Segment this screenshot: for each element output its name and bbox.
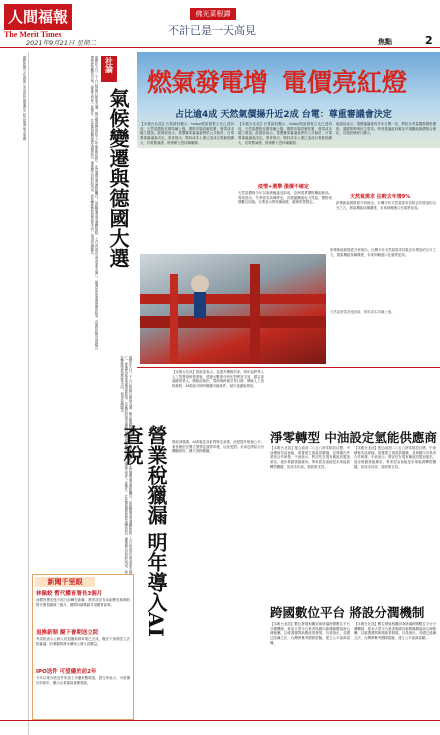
news-item2-title: 退換新制 擬下會期送立院: [36, 630, 99, 636]
masthead-english: The Merit Times: [4, 30, 62, 39]
power-plant-photo: [140, 254, 326, 364]
main-story-col3: 能源局表示，電價審議會每半年召開一次，將綜合考量國際燃料價格、通膨情勢與民生需求。學者建議政府應及早規劃能源價格合理化，以免財務缺口擴大。: [336, 122, 436, 136]
net-zero-body-2: 【本報台北訊】配合政府二○五○淨零排放目標，中油積極布局氫能，規畫建立氫氣供應鏈，並與國內外業者合作研發。中油表示，將評估在現有廠區設置加氫站，逐步推動氫能應用。專家認為氫能是未來能源轉型關鍵，但成本仍高，需政策支持。: [354, 446, 436, 469]
headline-subhead: 占比逾4成 天然氣價揚升近2成 台電：尊重審議會決定: [175, 110, 392, 120]
main-story-col3-cont: 彭博新能源財經分析指出，台灣今年天然氣需求估較去年增加約百分之九，燃氣機組持續擴建，未來仰賴進口比重將更高。: [330, 248, 436, 257]
digital-body-1: 【本報台北訊】數位發展相關部會研議跨國數位平台分潤機制，要求大型平台業者與國內新聞媒體協商合理報酬，以維護優質新聞產業發展。官員指出，各國已陸續立法，台灣將參考國際經驗，建立公平協商架構。: [270, 622, 350, 645]
news-item1-body: 前體育署長張少熙日前轉任新職，教育部宣布由副署長林佩蛟暫代署長職務三個月，期間持續推動各項體育政策。: [36, 598, 130, 607]
main-story-col2-head: 疫情+選舉 漲價不確定: [258, 184, 309, 190]
main-story-col3b: 彭博新能源財經分析指出，台灣今年天然氣需求估較去年增加約百分之九，燃氣機組持續擴建，未來仰賴進口比重將更高。: [336, 201, 436, 210]
news-item3-body: 今年以來台股送件申請上市櫃家數增加，證交所表示，可望優於前兩年，顯示企業籌資意願強勁。: [36, 676, 130, 685]
footer-rule: [0, 720, 440, 721]
editorial-tag: 社論: [104, 57, 114, 73]
editorial-title: 氣候變遷與德國大選: [106, 88, 130, 268]
issue-date: 2021年9月21日 星期二: [26, 39, 97, 47]
tax-headline: 營業稅獵漏 明年導入AI查稅: [120, 425, 168, 637]
headline-part-b: 電價亮紅燈: [282, 68, 408, 97]
main-story-col2: 天然氣價格今年以來漲幅接近兩成，亞洲現貨價格屢創新高。專家指出，冬季需求高峰將至，各國搶購液化天然氣，價格短期難以回落。台電表示將持續調度，確保供電穩定。: [238, 191, 332, 205]
headline-part-a: 燃氣發電增: [147, 68, 268, 97]
main-story-col1: 【本報台北訊】台電資料顯示，today燃氣發電占比已達四成，天然氣價格近期持續上揚，國際市場供應吃緊，發電成本隨之增加。經濟部表示，電價費率審議會將依公式檢討，台電尊重審議會決定。業者指出，燃料成本上漲已造成台電虧損擴大，若電價凍漲，財務壓力恐持續累積。: [140, 122, 234, 145]
tax-body-2: 財政部強調，AI查稅並非針對特定產業，而是提升租稅公平。業者應依法開立發票並誠實申報，以免受罰。未來也將結合各機關資料，擴大查核範圍。: [172, 440, 264, 454]
editorial-body-cont: 德國在九月二十六日將舉行國會大選，梅克爾總理執政十六年後即將卸任，此次選舉備受國際矚目。氣候變遷成為選戰焦點，七月西部洪災造成重大傷亡，使選民更加重視環保政策。各黨紛紛提出減碳目標與能源轉型方案，綠黨支持度一度攀升，社民黨與聯盟黨亦調整政見。選後聯合政府的組成，將影響歐盟氣候政策走向，值得持續關注。: [119, 356, 132, 574]
pipes-illustration: [140, 254, 326, 364]
page-number: 2: [425, 34, 433, 47]
editorial-tag-box: [101, 56, 117, 82]
masthead-logo: 人間福報: [4, 4, 72, 30]
news-item1-title: 林佩蛟 暫代體育署長3個月: [36, 591, 103, 597]
net-zero-headline: 淨零轉型 中油設定氫能供應商: [270, 430, 437, 445]
main-story-col2-top: 【本報台北訊】台電資料顯示，today燃氣發電占比已達四成，天然氣價格近期持續上揚，國際市場供應吃緊，發電成本隨之增加。經濟部表示，電價費率審議會將依公式檢討，台電尊重審議會決定。業者指出，燃料成本上漲已造成台電虧損擴大，若電價凍漲，財務壓力恐持續累積。: [238, 122, 332, 145]
left-page-strip: [0, 52, 29, 735]
slogan-label: 佛光菜根譚: [190, 8, 236, 20]
left-strip-text: 國際新聞 文化藝術 生活資訊 健康養生 綜合報導 地方要聞: [22, 56, 26, 141]
news-box: [32, 574, 134, 720]
photo-caption: 天然氣發電設施管線，燃料成本持續上漲。: [330, 310, 395, 314]
main-story-col3-head: 天然氣需求 估較去年增9%: [350, 194, 411, 200]
news-box-title: 新聞千里眼: [35, 577, 95, 587]
digital-headline: 跨國數位平台 將設分潤機制: [270, 605, 425, 620]
news-item2-body: 考試院表示公務人員退撫新制草案已完成，擬於下會期送立法院審議，盼兼顧財務永續與公務人員權益。: [36, 637, 130, 646]
tax-body: 【本報台北訊】財政部表示，為提升稽徵效率，明年起將導入人工智慧查核營業稅，透過大數據分析比對異常交易，鎖定高風險營業人。國稅局指出，電商與跨境交易日增，傳統人工查核耗時，AI系統可即時篩選可疑案件，減少逃漏稅情形。: [172, 370, 264, 389]
section-divider: [137, 367, 440, 368]
digital-body-2: 【本報台北訊】數位發展相關部會研議跨國數位平台分潤機制，要求大型平台業者與國內新聞媒體協商合理報酬，以維護優質新聞產業發展。官員指出，各國已陸續立法，台灣將參考國際經驗，建立公平協商架構。: [354, 622, 436, 641]
editorial-body: 德國在九月二十六日將舉行國會大選，梅克爾總理執政十六年後即將卸任，此次選舉備受國際矚目。氣候變遷成為選戰焦點，七月西部洪災造成重大傷亡，使選民更加重視環保政策。各黨紛紛提出減碳目標與能源轉型方案，綠黨支持度一度攀升，社民黨與聯盟黨亦調整政見。選後聯合政府的組成，將影響歐盟氣候政策走向，值得持續關注。: [89, 56, 98, 350]
net-zero-body-1: 【本報台北訊】配合政府二○五○淨零排放目標，中油積極布局氫能，規畫建立氫氣供應鏈，並與國內外業者合作研發。中油表示，將評估在現有廠區設置加氫站，逐步推動氫能應用。專家認為氫能是未來能源轉型關鍵，但成本仍高，需政策支持。: [270, 446, 350, 469]
section-name: 焦點: [378, 38, 392, 46]
news-item3-title: IPO送件 可望優於前2年: [36, 669, 97, 675]
slogan-text: 不計已是一天高見: [168, 24, 256, 37]
